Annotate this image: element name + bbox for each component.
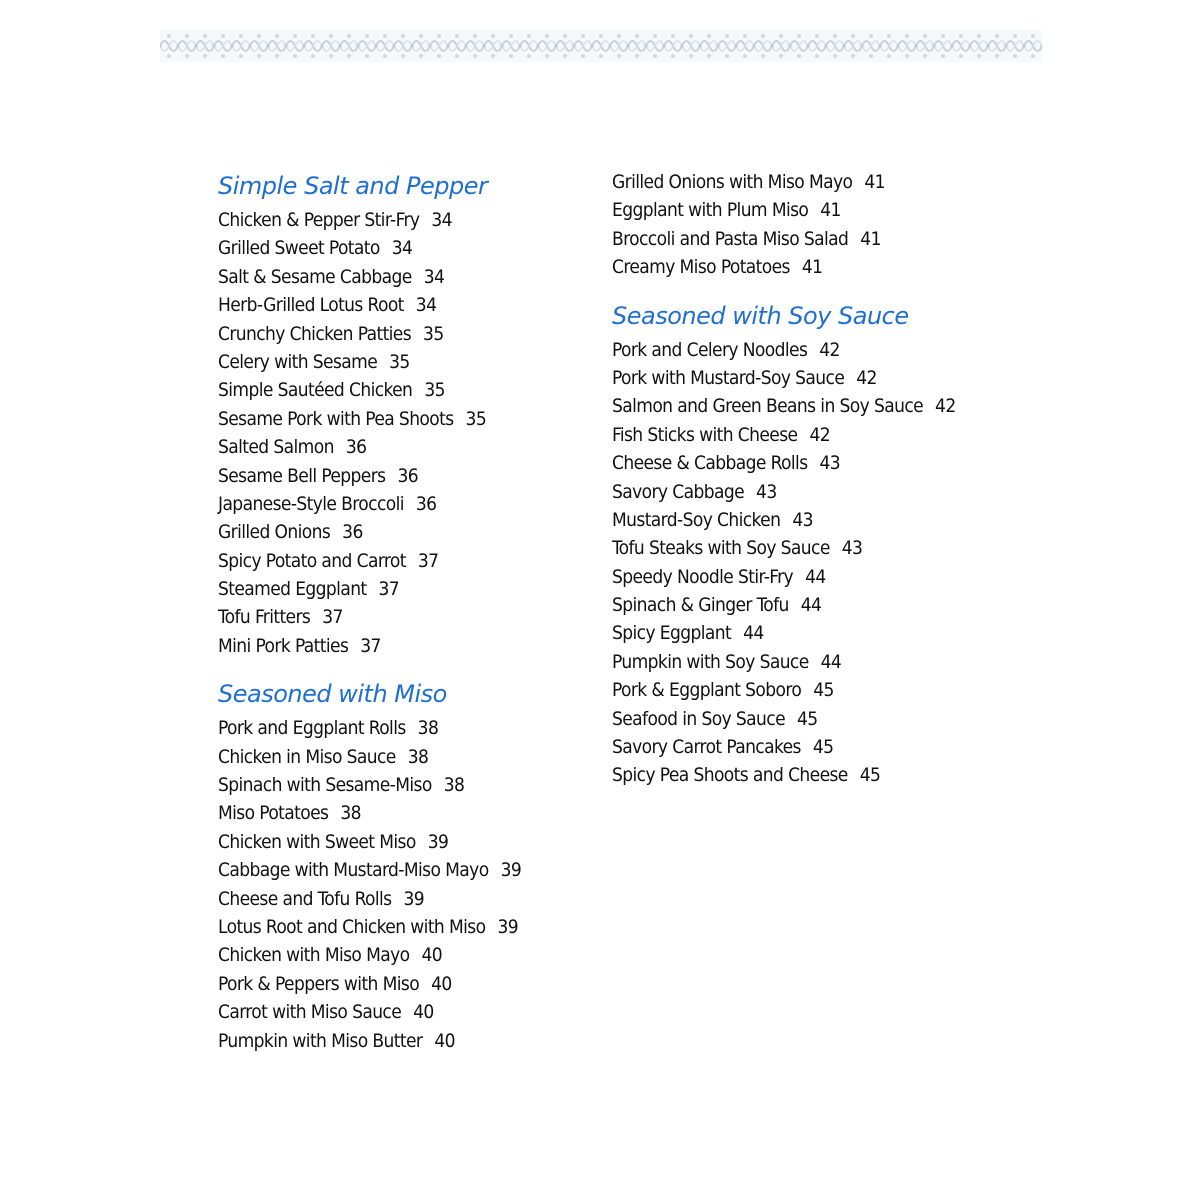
recipe-entry (612, 478, 1012, 506)
recipe-entry (218, 632, 578, 660)
page-number: 35 (424, 379, 445, 402)
recipe-name: Mustard-Soy Chicken (612, 508, 781, 531)
page-number: 42 (819, 338, 840, 361)
recipe-name: Spicy Potato and Carrot (218, 549, 406, 572)
page-number: 36 (397, 464, 418, 487)
recipe-entry (612, 168, 1012, 196)
page-number: 34 (423, 265, 445, 288)
page-number: 45 (859, 764, 881, 787)
page-number: 41 (801, 256, 823, 279)
page-number: 39 (500, 859, 522, 882)
recipe-name: Pork with Mustard-Soy Sauce (612, 366, 845, 389)
recipe-name: Pork and Celery Noodles (612, 338, 808, 361)
page-number: 40 (434, 1029, 455, 1052)
recipe-entry (218, 1027, 578, 1055)
page-number: 44 (805, 565, 826, 588)
recipe-entry (218, 799, 578, 827)
recipe-name: Herb-Grilled Lotus Root (218, 294, 404, 317)
recipe-name: Salmon and Green Beans in Soy Sauce (612, 395, 924, 418)
page-number: 37 (378, 578, 400, 601)
page-number: 41 (860, 227, 881, 250)
recipe-name: Celery with Sesame (218, 350, 378, 373)
recipe-name: Sesame Bell Peppers (218, 464, 386, 487)
recipe-entry (612, 253, 1012, 281)
page-number: 45 (812, 736, 834, 759)
page-number: 34 (431, 209, 452, 231)
recipe-entry (218, 885, 578, 913)
recipe-name: Pork and Eggplant Rolls (218, 717, 406, 740)
recipe-name: Crunchy Chicken Patties (218, 322, 412, 345)
section-heading: Simple Salt and Pepper (218, 172, 488, 200)
page-number: 40 (413, 1001, 434, 1024)
recipe-name: Salted Salmon (218, 436, 334, 459)
page-number: 41 (864, 171, 885, 193)
recipe-name: Pumpkin with Miso Butter (218, 1029, 423, 1052)
page-number: 35 (389, 350, 410, 373)
section-heading: Seasoned with Soy Sauce (612, 301, 909, 330)
page-number: 43 (841, 537, 863, 560)
recipe-name: Pork & Eggplant Soboro (612, 679, 802, 702)
recipe-name: Grilled Sweet Potato (218, 237, 380, 260)
recipe-entry (218, 433, 578, 461)
recipe-name: Speedy Noodle Stir-Fry (612, 565, 794, 588)
recipe-entry (612, 761, 1012, 789)
recipe-name: Tofu Steaks with Soy Sauce (612, 537, 830, 560)
recipe-entry (218, 970, 578, 998)
recipe-name: Lotus Root and Chicken with Miso (218, 915, 486, 938)
recipe-name: Carrot with Miso Sauce (218, 1001, 402, 1024)
page-number: 38 (443, 774, 465, 797)
recipe-entry (218, 547, 578, 575)
page-number: 38 (340, 802, 361, 825)
lace-pattern-icon (160, 30, 1042, 62)
page-number: 43 (756, 480, 777, 503)
recipe-entry (612, 591, 1012, 619)
recipe-entry (218, 941, 578, 969)
left-column (218, 170, 578, 1073)
recipe-entry (218, 263, 578, 291)
recipe-entry (612, 619, 1012, 647)
page-number: 45 (797, 707, 818, 730)
recipe-entry (218, 405, 578, 433)
page-number: 39 (427, 830, 449, 853)
recipe-name: Simple Sautéed Chicken (218, 379, 413, 402)
recipe-entry (612, 449, 1012, 477)
page-number: 42 (935, 395, 956, 418)
recipe-entry (612, 676, 1012, 704)
recipe-name: Eggplant with Plum Miso (612, 199, 809, 222)
recipe-entry (218, 490, 578, 518)
recipe-name: Grilled Onions (218, 521, 331, 544)
recipe-name: Cabbage with Mustard-Miso Mayo (218, 859, 489, 882)
recipe-entry (218, 320, 578, 348)
recipe-name: Fish Sticks with Cheese (612, 423, 798, 446)
recipe-name: Grilled Onions with Miso Mayo (612, 171, 853, 193)
page-number: 42 (809, 423, 830, 446)
recipe-name: Spicy Pea Shoots and Cheese (612, 764, 848, 787)
page-number: 38 (407, 745, 429, 768)
section-seasoned-with-soy-sauce (612, 300, 1012, 790)
recipe-entry (218, 828, 578, 856)
page-number: 40 (421, 944, 443, 967)
recipe-entry (612, 506, 1012, 534)
page-number: 34 (391, 237, 413, 260)
page-number: 34 (415, 294, 437, 317)
recipe-name: Seafood in Soy Sauce (612, 707, 785, 730)
recipe-name: Spicy Eggplant (612, 622, 732, 645)
recipe-entry (218, 575, 578, 603)
page-number: 39 (497, 915, 518, 938)
recipe-entry (218, 998, 578, 1026)
page-number: 36 (415, 492, 437, 515)
recipe-entry (218, 376, 578, 404)
page-number: 37 (360, 634, 381, 657)
recipe-entry (218, 771, 578, 799)
recipe-name: Cheese & Cabbage Rolls (612, 452, 808, 475)
recipe-name: Sesame Pork with Pea Shoots (218, 407, 454, 430)
recipe-name: Chicken & Pepper Stir-Fry (218, 209, 420, 231)
section-seasoned-with-miso (218, 678, 578, 1055)
section-heading: Seasoned with Miso (218, 680, 447, 709)
page-number: 37 (417, 549, 439, 572)
page-number: 45 (813, 679, 834, 702)
recipe-entry (218, 714, 578, 742)
recipe-name: Spinach & Ginger Tofu (612, 594, 789, 617)
recipe-entry (612, 563, 1012, 591)
recipe-name: Chicken with Sweet Miso (218, 830, 416, 853)
right-column (612, 168, 1012, 808)
page-number: 36 (345, 436, 367, 459)
recipe-entry (218, 234, 578, 262)
recipe-entry (218, 913, 578, 941)
recipe-name: Chicken in Miso Sauce (218, 745, 396, 768)
recipe-entry (612, 392, 1012, 420)
recipe-name: Cheese and Tofu Rolls (218, 887, 392, 910)
recipe-entry (218, 462, 578, 490)
page-number: 44 (820, 650, 842, 673)
recipe-name: Broccoli and Pasta Miso Salad (612, 227, 849, 250)
page-number: 37 (322, 606, 343, 629)
recipe-entry (218, 206, 578, 234)
recipe-name: Japanese-Style Broccoli (218, 492, 404, 515)
section-seasoned-with-miso-continued (612, 168, 1012, 282)
page-number: 43 (792, 508, 813, 531)
recipe-entry (612, 364, 1012, 392)
recipe-name: Pork & Peppers with Miso (218, 972, 420, 995)
page-number: 44 (800, 594, 822, 617)
recipe-name: Steamed Eggplant (218, 578, 367, 601)
page-number: 43 (819, 452, 841, 475)
decorative-lace-border (160, 30, 1042, 62)
recipe-name: Creamy Miso Potatoes (612, 256, 790, 279)
recipe-name: Salt & Sesame Cabbage (218, 265, 412, 288)
recipe-name: Pumpkin with Soy Sauce (612, 650, 809, 673)
recipe-entry (218, 291, 578, 319)
section-simple-salt-and-pepper (218, 170, 578, 660)
recipe-entry (612, 733, 1012, 761)
page-number: 38 (417, 717, 439, 740)
recipe-entry (612, 336, 1012, 364)
page-number: 35 (423, 322, 444, 345)
page-number: 40 (431, 972, 452, 995)
recipe-entry (612, 421, 1012, 449)
recipe-name: Mini Pork Patties (218, 634, 349, 657)
page-number: 42 (856, 366, 877, 389)
page-number: 41 (820, 199, 841, 222)
recipe-entry (218, 856, 578, 884)
page-number: 36 (342, 521, 363, 544)
recipe-entry (612, 648, 1012, 676)
recipe-entry (218, 348, 578, 376)
recipe-name: Savory Cabbage (612, 480, 745, 503)
recipe-entry (612, 196, 1012, 224)
recipe-entry (218, 603, 578, 631)
page-number: 39 (403, 887, 425, 910)
recipe-name: Miso Potatoes (218, 802, 329, 825)
page-number: 44 (743, 622, 764, 645)
recipe-name: Spinach with Sesame-Miso (218, 774, 432, 797)
recipe-name: Tofu Fritters (218, 606, 311, 629)
recipe-entry (218, 743, 578, 771)
recipe-entry (218, 518, 578, 546)
recipe-name: Savory Carrot Pancakes (612, 736, 801, 759)
recipe-entry (612, 705, 1012, 733)
page-number: 35 (465, 407, 487, 430)
recipe-entry (612, 534, 1012, 562)
recipe-entry (612, 225, 1012, 253)
recipe-name: Chicken with Miso Mayo (218, 944, 410, 967)
